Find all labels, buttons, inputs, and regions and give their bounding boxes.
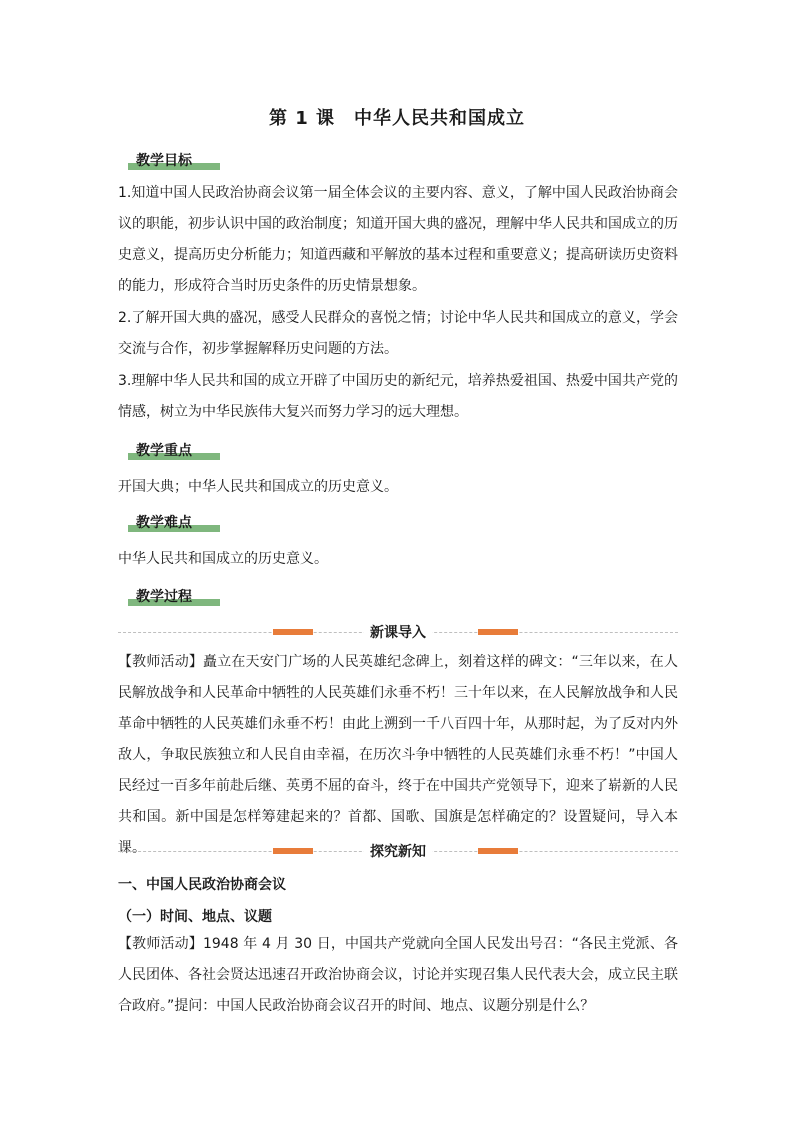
explore-divider: [118, 841, 678, 861]
section-difficulties-heading: [122, 514, 220, 532]
section-objectives-heading: [122, 152, 220, 170]
objective-item-1: 1.知道中国人民政治协商会议第一届全体会议的主要内容、意义，了解中国人民政治协商会议的职能，初步认识中国的政治制度；知道开国大典的盛况，理解中华人民共和国成立的历史意义，提高历史分析能力；知道西藏和平解放的基本过程和重要意义；提高研读历史资料的能力，形成符合当时历史条件的历史情景想象。: [118, 185, 678, 294]
explore-divider-label: 探究新知: [364, 844, 432, 860]
section-process-heading: [122, 588, 220, 606]
difficulties-text: 中华人民共和国成立的历史意义。: [118, 551, 328, 567]
intro-divider-label: 新课导入: [364, 625, 432, 641]
explore-heading-1: 一、中国人民政治协商会议: [118, 877, 286, 893]
explore-heading-2: （一）时间、地点、议题: [118, 909, 272, 925]
section-key-points-heading: [122, 442, 220, 460]
key-points-text: 开国大典；中华人民共和国成立的历史意义。: [118, 479, 398, 495]
section-process-label: 教学过程: [136, 589, 192, 605]
lesson-title: 第 1 课 中华人民共和国成立: [268, 108, 526, 129]
objective-item-3: 3.理解中华人民共和国的成立开辟了中国历史的新纪元，培养热爱祖国、热爱中国共产党的情感，树立为中华民族伟大复兴而努力学习的远大理想。: [118, 373, 678, 420]
explore-text: 【教师活动】1948 年 4 月 30 日，中国共产党就向全国人民发出号召：“各民主党派、各人民团体、各社会贤达迅速召开政治协商会议，讨论并实现召集人民代表大会，成立民主联合政府。”提问：中国人民政治协商会议召开的时间、地点、议题分别是什么？: [118, 936, 678, 1014]
section-objectives-label: 教学目标: [136, 153, 192, 169]
intro-text: 【教师活动】矗立在天安门广场的人民英雄纪念碑上，刻着这样的碑文：“三年以来，在人民解放战争和人民革命中牺牲的人民英雄们永垂不朽！三十年以来，在人民解放战争和人民革命中牺牲的人民英雄们永垂不朽！由此上溯到一千八百四十年，从那时起，为了反对内外敌人，争取民族独立和人民自由幸福，在历次斗争中牺牲的人民英雄们永垂不朽！”中国人民经过一百多年前赴后继、英勇不屈的奋斗，终于在中国共产党领导下，迎来了崭新的人民共和国。新中国是怎样筹建起来的？首都、国歌、国旗是怎样确定的？设置疑问，导入本课。: [118, 654, 678, 856]
section-difficulties-label: 教学难点: [136, 515, 192, 531]
section-key-points-label: 教学重点: [136, 443, 192, 459]
intro-divider-label-wrap: [118, 622, 678, 642]
objective-item-2: 2.了解开国大典的盛况，感受人民群众的喜悦之情；讨论中华人民共和国成立的意义，学会交流与合作，初步掌握解释历史问题的方法。: [118, 310, 678, 357]
explore-divider-label-wrap: [118, 841, 678, 861]
intro-divider: [118, 622, 678, 642]
